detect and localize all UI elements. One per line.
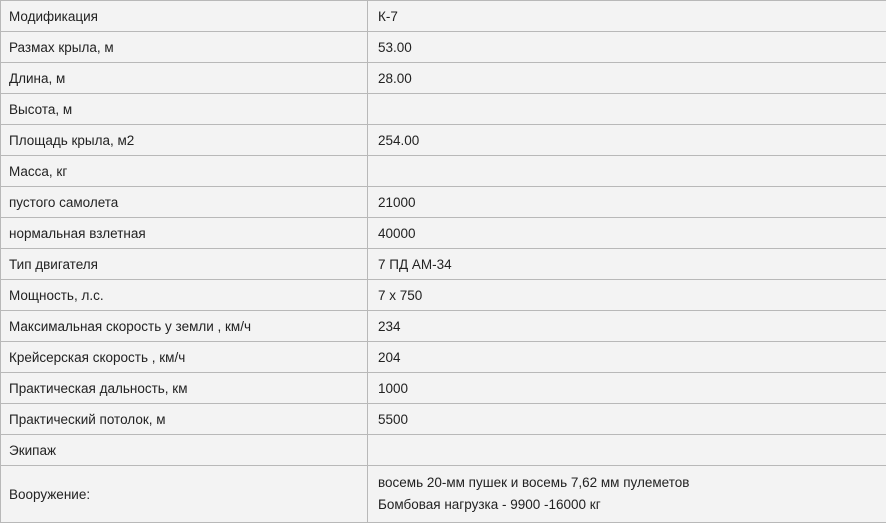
row-param-label: Максимальная скорость у земли , км/ч [1, 311, 368, 342]
table-row [1, 1, 886, 32]
row-param-label: Вооружение: [1, 466, 368, 523]
row-param-label: Тип двигателя [1, 249, 368, 280]
row-value: 5500 [368, 404, 886, 435]
table-row-armament [1, 466, 886, 523]
armament-line-1: восемь 20-мм пушек и восемь 7,62 мм пулеметов [378, 472, 886, 494]
table-row [1, 94, 886, 125]
row-param-label: Экипаж [1, 435, 368, 466]
table-row [1, 342, 886, 373]
row-value: 254.00 [368, 125, 886, 156]
table-row [1, 311, 886, 342]
row-value: К-7 [368, 1, 886, 32]
row-param-label: нормальная взлетная [1, 218, 368, 249]
row-value: 53.00 [368, 32, 886, 63]
row-param-label: Практическая дальность, км [1, 373, 368, 404]
table-row [1, 156, 886, 187]
row-param-label: пустого самолета [1, 187, 368, 218]
row-value [368, 94, 886, 125]
row-value: 234 [368, 311, 886, 342]
table-row [1, 63, 886, 94]
row-param-label: Мощность, л.с. [1, 280, 368, 311]
row-param-label: Модификация [1, 1, 368, 32]
table-row [1, 187, 886, 218]
row-param-label: Крейсерская скорость , км/ч [1, 342, 368, 373]
row-param-label: Практический потолок, м [1, 404, 368, 435]
row-value: 7 х 750 [368, 280, 886, 311]
row-param-label: Длина, м [1, 63, 368, 94]
row-value [368, 156, 886, 187]
row-value-armament [368, 466, 886, 523]
table-row [1, 32, 886, 63]
row-value: 28.00 [368, 63, 886, 94]
row-value [368, 435, 886, 466]
table-row [1, 404, 886, 435]
row-value: 7 ПД АМ-34 [368, 249, 886, 280]
table-row [1, 435, 886, 466]
table-row [1, 373, 886, 404]
specifications-table-body [1, 1, 886, 523]
row-param-label: Масса, кг [1, 156, 368, 187]
row-param-label: Высота, м [1, 94, 368, 125]
table-row [1, 280, 886, 311]
armament-line-2: Бомбовая нагрузка - 9900 -16000 кг [378, 494, 886, 516]
table-row [1, 125, 886, 156]
row-value: 204 [368, 342, 886, 373]
table-row [1, 218, 886, 249]
row-param-label: Площадь крыла, м2 [1, 125, 368, 156]
row-value: 40000 [368, 218, 886, 249]
row-value: 21000 [368, 187, 886, 218]
row-value: 1000 [368, 373, 886, 404]
table-row [1, 249, 886, 280]
row-param-label: Размах крыла, м [1, 32, 368, 63]
